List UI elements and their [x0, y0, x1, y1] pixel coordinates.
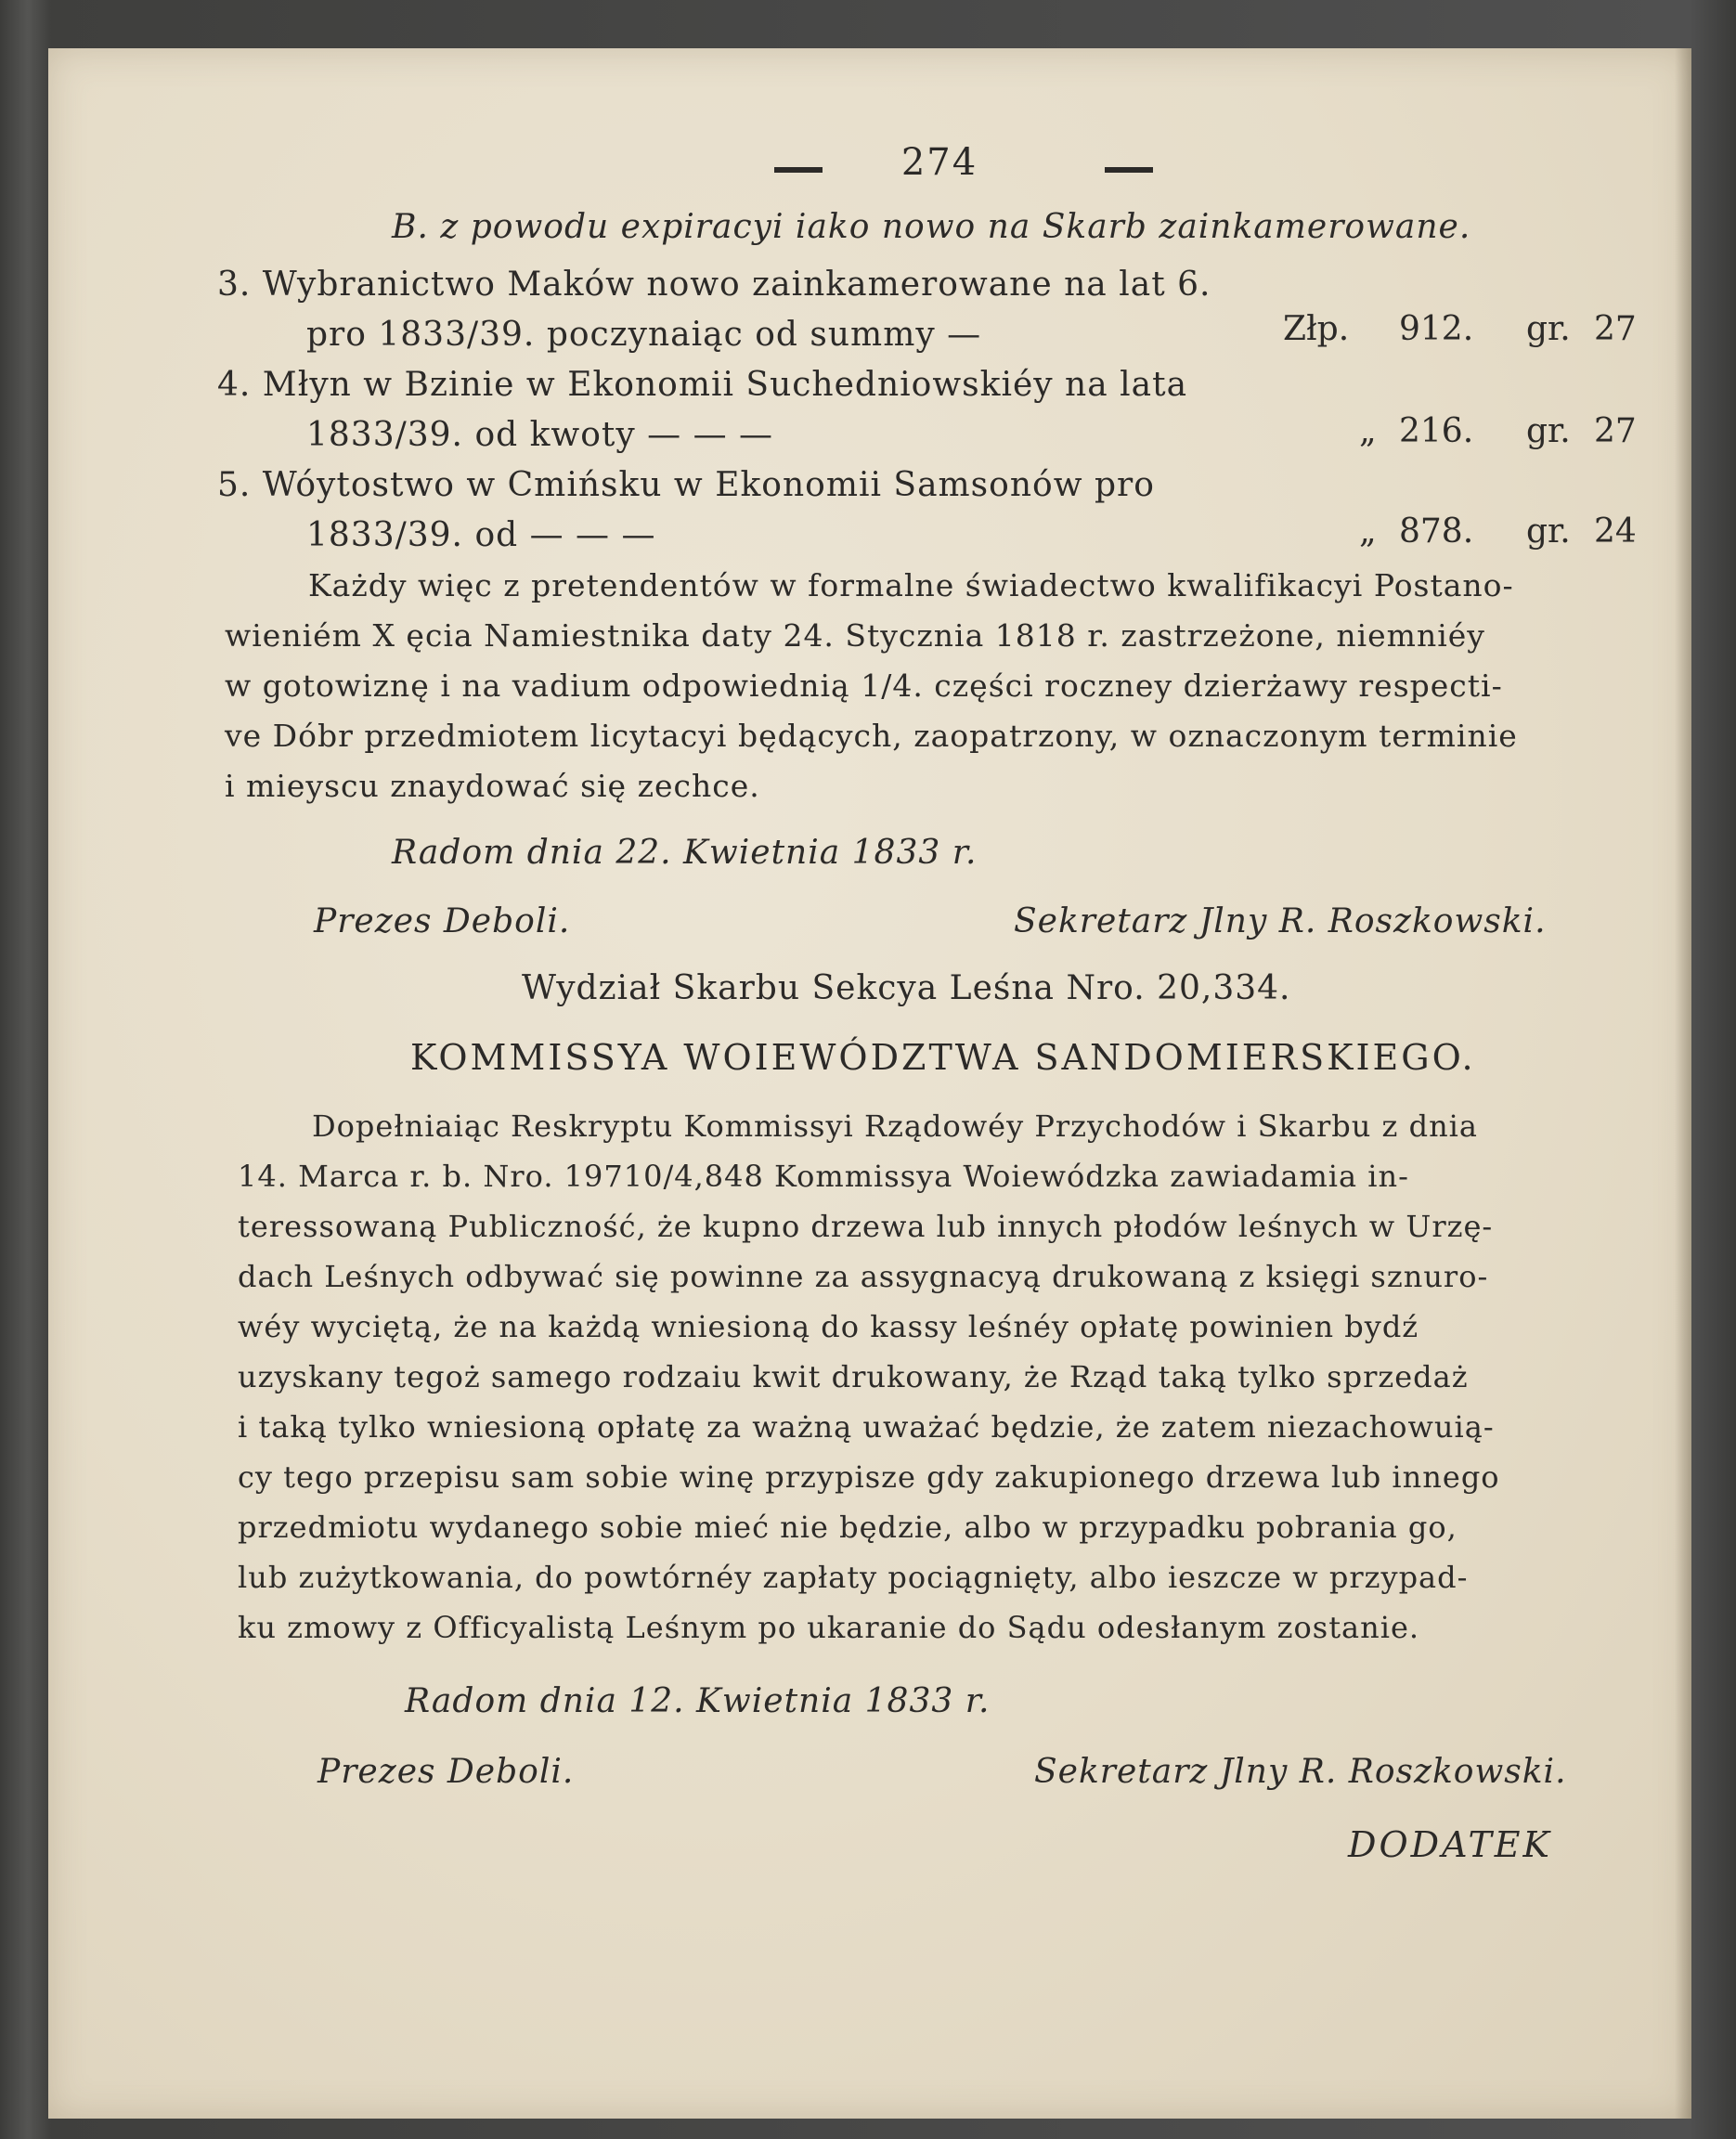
item-4-gr-label: gr.: [1526, 412, 1571, 450]
notice1-president: Prezes Deboli.: [314, 902, 571, 940]
item-5-currency: „: [1359, 512, 1377, 551]
item-4-line1: 4. Młyn w Bzinie w Ekonomii Suchedniowskiéy na lata: [217, 366, 1188, 404]
notice2-secretary: Sekretarz Jlny R. Roszkowski.: [1034, 1753, 1567, 1791]
item-3-gr-value: 27: [1594, 310, 1637, 348]
item-5-amount: 878.: [1399, 512, 1474, 551]
notice2-president: Prezes Deboli.: [317, 1753, 575, 1791]
notice1-line-5: i mieyscu znaydować się zechce.: [225, 768, 760, 804]
notice2-line-2: 14. Marca r. b. Nro. 19710/4,848 Kommissya Woiewódzka zawiadamia in-: [238, 1159, 1409, 1194]
section-b-header: B. z powodu expiracyi iako nowo na Skarb zainkamerowane.: [392, 208, 1471, 246]
notice2-line-5: wéy wyciętą, że na każdą wniesioną do kassy leśnéy opłatę powinien bydź: [238, 1309, 1419, 1344]
notice2-line-7: i taką tylko wniesioną opłatę za ważną uważać będzie, że zatem niezachowuią-: [238, 1409, 1495, 1445]
commission-title: KOMMISSYA WOIEWÓDZTWA SANDOMIERSKIEGO.: [410, 1037, 1476, 1078]
item-3-line1: 3. Wybranictwo Maków nowo zainkamerowane na lat 6.: [217, 266, 1211, 304]
item-4-line2: 1833/39. od kwoty — — —: [306, 416, 774, 454]
item-5-gr-value: 24: [1594, 512, 1637, 551]
page-number: 274: [900, 141, 978, 184]
page-number-dash-left: [774, 167, 823, 173]
notice2-line-8: cy tego przepisu sam sobie winę przypisze gdy zakupionego drzewa lub innego: [238, 1459, 1500, 1495]
notice1-secretary: Sekretarz Jlny R. Roszkowski.: [1014, 902, 1547, 940]
item-4-gr-value: 27: [1594, 412, 1637, 450]
notice1-line-4: ve Dóbr przedmiotem licytacyi będących, zaopatrzony, w oznaczonym terminie: [225, 718, 1518, 754]
notice2-line-6: uzyskany tegoż samego rodzaiu kwit drukowany, że Rząd taką tylko sprzedaż: [238, 1359, 1469, 1394]
notice2-date: Radom dnia 12. Kwietnia 1833 r.: [405, 1682, 991, 1720]
catchword: DODATEK: [1348, 1824, 1552, 1865]
notice2-line-4: dach Leśnych odbywać się powinne za assygnacyą drukowaną z księgi sznuro-: [238, 1259, 1489, 1294]
item-5-gr-label: gr.: [1526, 512, 1571, 551]
item-4-currency: „: [1359, 412, 1377, 450]
notice1-date: Radom dnia 22. Kwietnia 1833 r.: [392, 834, 978, 872]
item-3-amount: 912.: [1399, 310, 1474, 348]
page-edge-shadow: [1675, 48, 1691, 2119]
item-4-amount: 216.: [1399, 412, 1474, 450]
notice2-line-10: lub zużytkowania, do powtórnéy zapłaty pociągnięty, albo ieszcze w przypad-: [238, 1560, 1469, 1595]
notice2-line-1: Dopełniaiąc Reskryptu Kommissyi Rządowéy Przychodów i Skarbu z dnia: [312, 1108, 1478, 1144]
notice1-line-2: wieniém X ęcia Namiestnika daty 24. Stycznia 1818 r. zastrzeżone, niemniéy: [225, 617, 1485, 654]
item-3-currency: Złp.: [1283, 310, 1350, 348]
notice1-line-3: w gotowiznę i na vadium odpowiednią 1/4. części roczney dzierżawy respecti-: [225, 668, 1503, 704]
notice2-line-9: przedmiotu wydanego sobie mieć nie będzie, albo w przypadku pobrania go,: [238, 1510, 1457, 1545]
page-number-dash-right: [1105, 167, 1153, 173]
notice2-line-11: ku zmowy z Officyalistą Leśnym po ukaranie do Sądu odesłanym zostanie.: [238, 1610, 1420, 1645]
division-line: Wydział Skarbu Sekcya Leśna Nro. 20,334.: [522, 969, 1291, 1007]
notice2-line-3: teressowaną Publiczność, że kupno drzewa lub innych płodów leśnych w Urzę-: [238, 1209, 1494, 1244]
item-3-gr-label: gr.: [1526, 310, 1571, 348]
item-5-line2: 1833/39. od — — —: [306, 516, 656, 554]
item-3-line2: pro 1833/39. poczynaiąc od summy —: [306, 316, 982, 354]
book-page: [48, 48, 1691, 2119]
notice1-line-1: Każdy więc z pretendentów w formalne świadectwo kwalifikacyi Postano-: [308, 567, 1514, 603]
item-5-line1: 5. Wóytostwo w Cmińsku w Ekonomii Samsonów pro: [217, 466, 1155, 504]
